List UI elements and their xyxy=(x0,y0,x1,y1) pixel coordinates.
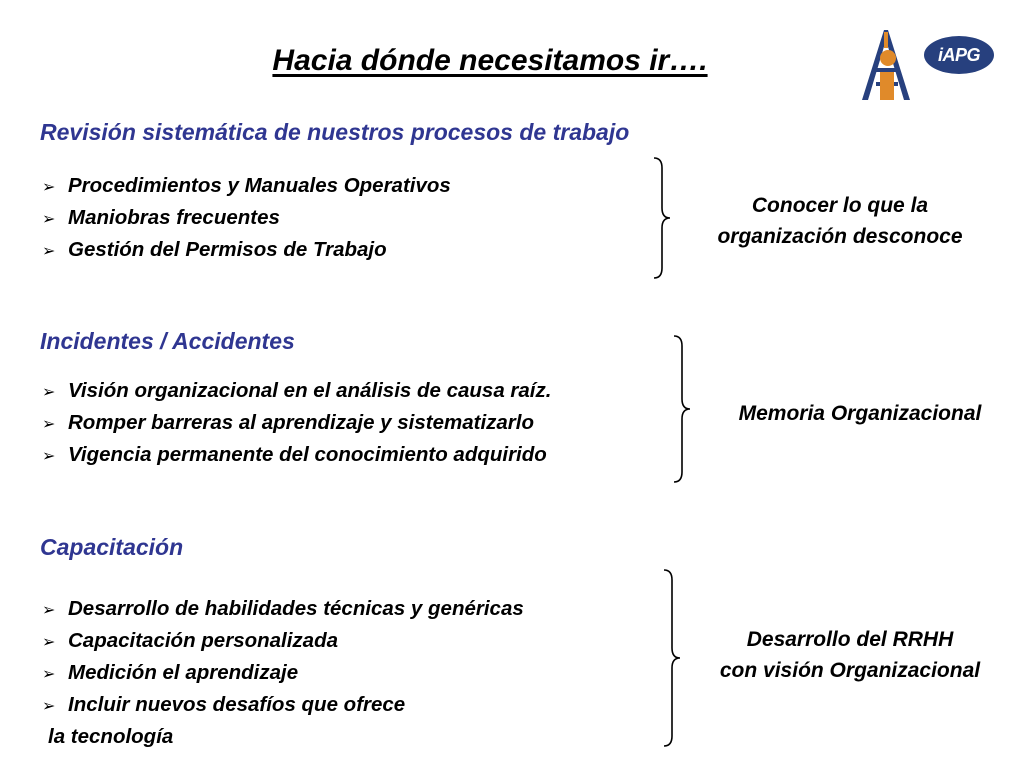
arrow-bullet-icon: ➢ xyxy=(42,448,56,465)
arrow-bullet-icon: ➢ xyxy=(42,384,56,401)
list-item xyxy=(42,376,551,408)
summary-desarrollo xyxy=(690,624,1010,686)
list-item xyxy=(42,658,524,690)
list-item xyxy=(42,235,451,267)
list-item-text: Desarrollo de habilidades técnicas y genéricas xyxy=(68,597,524,620)
summary-line: con visión Organizacional xyxy=(719,659,981,682)
summary-memoria xyxy=(700,398,1020,429)
list-item-text: Vigencia permanente del conocimiento adquirido xyxy=(68,443,547,466)
arrow-bullet-icon: ➢ xyxy=(42,666,56,683)
curly-brace-icon xyxy=(648,156,672,280)
iapg-logo-text: iAPG xyxy=(937,44,980,65)
slide-title: Hacia dónde necesitamos ir…. xyxy=(272,44,708,77)
arrow-bullet-icon: ➢ xyxy=(42,243,56,260)
section-heading-capacitacion: Capacitación xyxy=(40,534,184,560)
arrow-bullet-icon: ➢ xyxy=(42,179,56,196)
list-item-text: Medición el aprendizaje xyxy=(68,661,299,684)
list-item-text: Incluir nuevos desafíos que ofrece xyxy=(68,693,406,716)
list-item-continuation: la tecnología xyxy=(48,725,174,748)
oil-derrick-logo-icon xyxy=(858,28,914,102)
arrow-bullet-icon: ➢ xyxy=(42,211,56,228)
curly-brace-icon xyxy=(658,568,682,748)
list-item-text: Maniobras frecuentes xyxy=(68,206,280,229)
arrow-bullet-icon: ➢ xyxy=(42,698,56,715)
arrow-bullet-icon: ➢ xyxy=(42,416,56,433)
summary-line: Desarrollo del RRHH xyxy=(746,628,954,651)
section-heading-incidentes: Incidentes / Accidentes xyxy=(40,328,295,354)
list-item xyxy=(42,594,524,626)
iapg-logo xyxy=(924,36,994,74)
list-item xyxy=(42,408,551,440)
list-item-text: Procedimientos y Manuales Operativos xyxy=(68,174,451,197)
arrow-bullet-icon: ➢ xyxy=(42,634,56,651)
capacitacion-list xyxy=(42,594,524,752)
list-item xyxy=(42,626,524,658)
list-item-text: Capacitación personalizada xyxy=(68,629,339,652)
procesos-list xyxy=(42,171,451,267)
list-item-text: Romper barreras al aprendizaje y sistematizarlo xyxy=(68,411,535,434)
arrow-bullet-icon: ➢ xyxy=(42,602,56,619)
list-item xyxy=(42,440,551,472)
list-item xyxy=(42,690,524,722)
summary-line: organización desconoce xyxy=(717,225,963,248)
list-item-text: Visión organizacional en el análisis de causa raíz. xyxy=(68,379,552,402)
section-heading-revision: Revisión sistemática de nuestros procesos de trabajo xyxy=(40,119,630,145)
summary-line: Memoria Organizacional xyxy=(738,402,982,425)
list-item xyxy=(42,171,451,203)
curly-brace-icon xyxy=(668,334,692,484)
list-item xyxy=(42,203,451,235)
incidentes-list xyxy=(42,376,551,472)
summary-conocer xyxy=(680,190,1000,252)
list-item-text: Gestión del Permisos de Trabajo xyxy=(68,238,387,261)
summary-line: Conocer lo que la xyxy=(751,194,929,217)
